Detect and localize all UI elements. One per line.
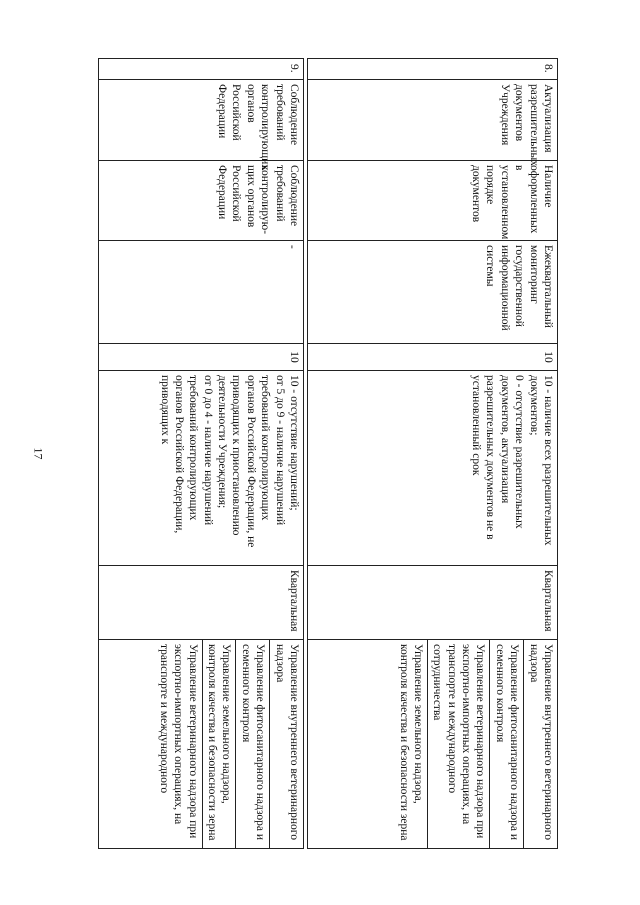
max-score-cell: 10 xyxy=(99,344,304,371)
row-number: 8. xyxy=(308,59,558,80)
page-number: 17 xyxy=(31,447,46,460)
responsible-item: Управление внутреннего ветеринарного надзора xyxy=(273,644,300,840)
responsible-item: Управление ветеринарного надзора при экспортно-импортных операциях, на транспорте и международного сотрудничества xyxy=(428,640,491,848)
source-cell: - xyxy=(99,241,304,344)
period-cell: Квартальная xyxy=(99,566,304,640)
scoring-cell xyxy=(99,371,304,566)
indicators-table xyxy=(98,58,558,849)
table-row xyxy=(99,59,304,849)
responsible-cell xyxy=(308,640,558,849)
scoring-cell xyxy=(308,371,558,566)
indicator-cell: Соблюдение требований контролирующих органов Российской Федерации xyxy=(99,80,304,161)
period-cell: Квартальная xyxy=(308,566,558,640)
responsible-item: Управление земельного надзора, контроля качества и безопасности зерна xyxy=(203,640,237,848)
scoring-text: 10 - отсутствие нарушений; от 5 до 9 - наличие нарушений требований контролирующих органов Российской Федерации, не приводящих к приостановлению деятельности Учреждения; от 0 до 4 - наличие нарушений требований контролирующих органов Российской Федерации, приводящих к xyxy=(158,375,300,548)
responsible-item: Управление земельного надзора, контроля качества и безопасности зерна xyxy=(394,640,428,848)
table-row xyxy=(308,59,558,849)
indicator-cell: Актуализация разрешительных документов Учреждения xyxy=(308,80,558,161)
criterion-cell: Наличие оформленных в установленном порядке документов xyxy=(308,161,558,241)
scoring-text: 10 - наличие всех разрешительных документов; 0 - отсутствие разрешительных документов, актуализация разрешительных документов не в установленный срок xyxy=(470,375,554,546)
row-number: 9. xyxy=(99,59,304,80)
responsible-item: Управление фитосанитарного надзора и семенного контроля xyxy=(237,640,271,848)
responsible-item: Управление внутреннего ветеринарного надзора xyxy=(527,644,554,840)
responsible-item: Управление фитосанитарного надзора и семенного контроля xyxy=(491,640,525,848)
row-separator xyxy=(304,59,308,849)
responsible-cell xyxy=(99,640,304,849)
source-cell: Ежеквартальный мониторинг государственной информационной системы xyxy=(308,241,558,344)
responsible-item: Управление ветеринарного надзора при экспортно-импортных операциях, на транспорте и международного xyxy=(155,640,203,848)
max-score-cell: 10 xyxy=(308,344,558,371)
rotated-table-container xyxy=(81,58,558,848)
criterion-cell: Соблюдение требований контролирую-щих органов Российской Федерации xyxy=(99,161,304,241)
